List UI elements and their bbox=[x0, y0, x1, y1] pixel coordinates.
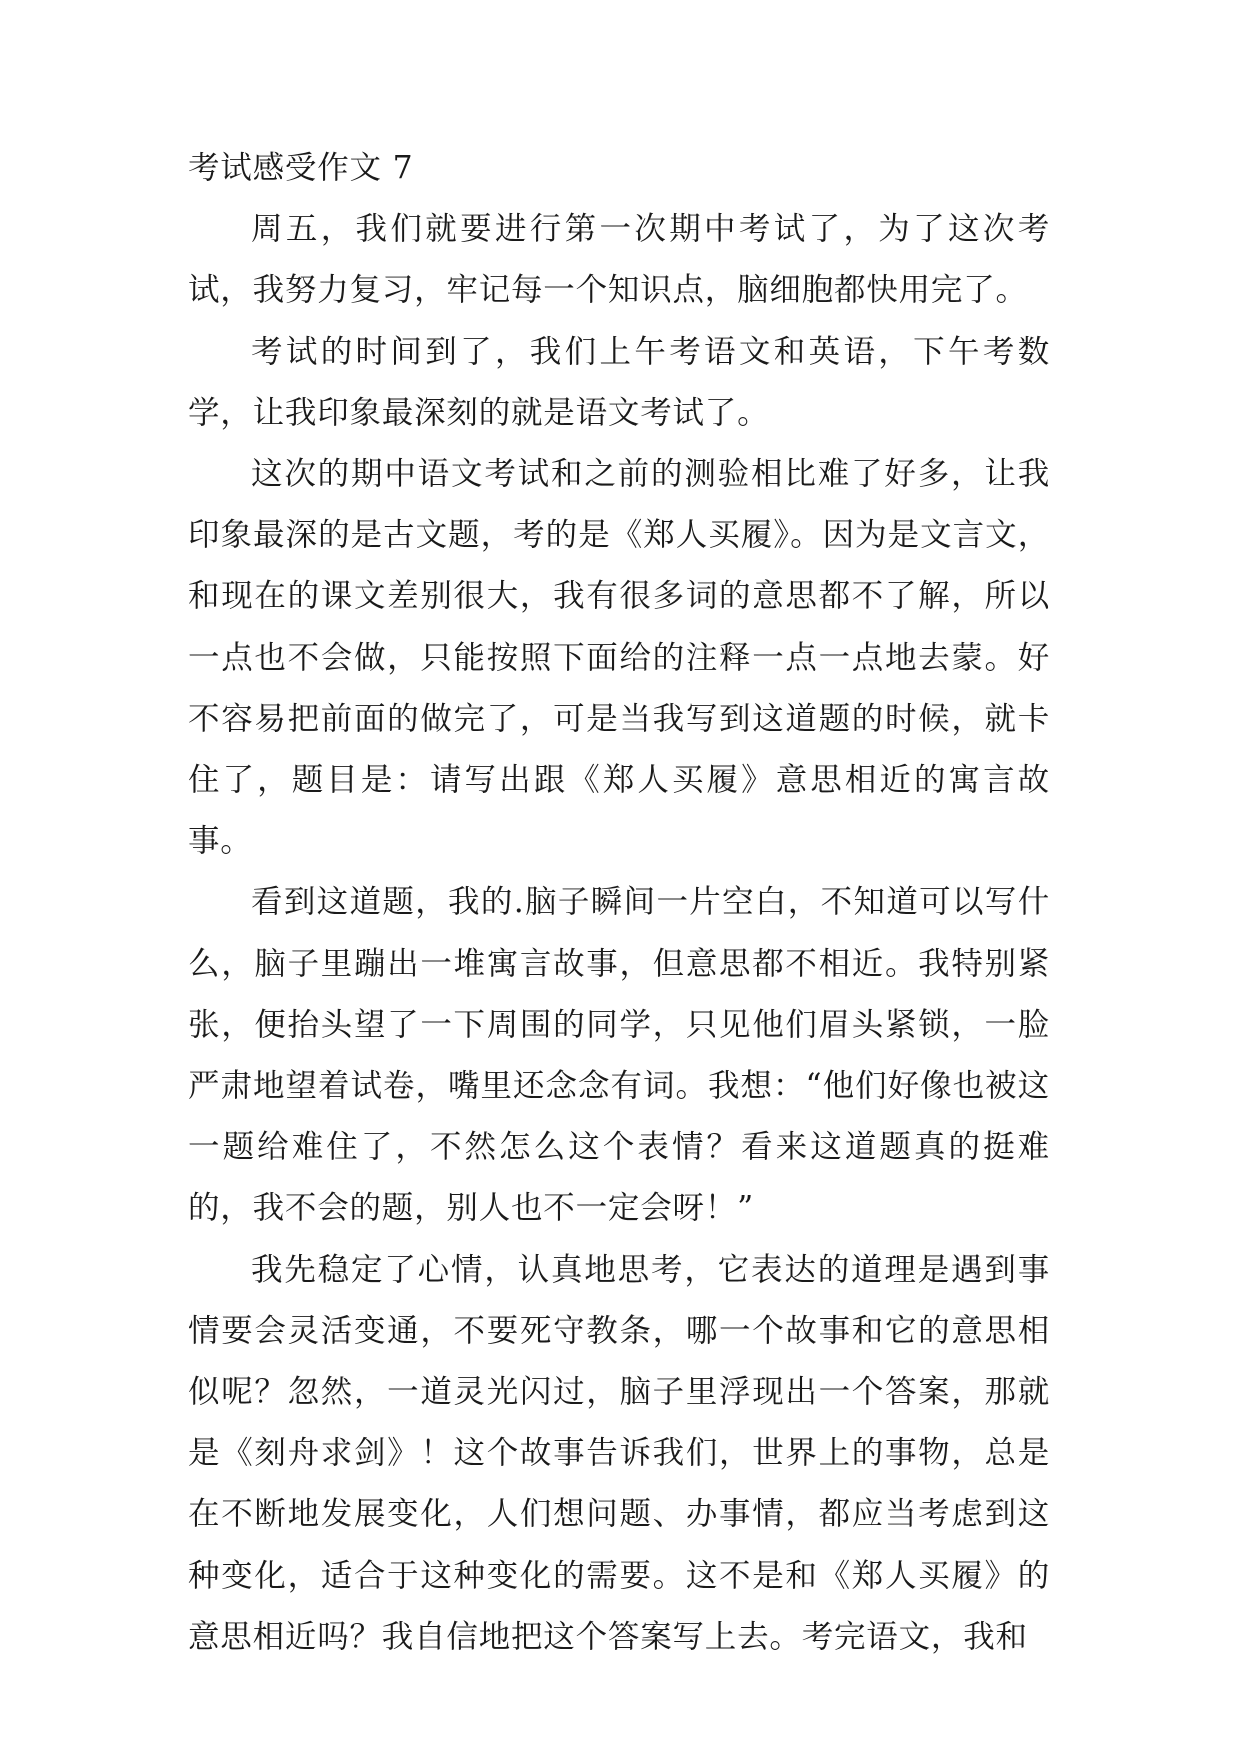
document-title: 考试感受作文 7 bbox=[188, 150, 414, 186]
paragraph-1: 周五，我们就要进行第一次期中考试了，为了这次考试，我努力复习，牢记每一个知识点，脑细胞都快用完了。 bbox=[188, 211, 1050, 309]
document-body bbox=[188, 138, 1050, 1668]
paragraph-5: 我先稳定了心情，认真地思考，它表达的道理是遇到事情要会灵活变通，不要死守教条，哪一个故事和它的意思相似呢？忽然，一道灵光闪过，脑子里浮现出一个答案，那就是《刻舟求剑》！这个故事告诉我们，世界上的事物，总是在不断地发展变化，人们想问题、办事情，都应当考虑到这种变化，适合于这种变化的需要。这不是和《郑人买履》的意思相近吗？我自信地把这个答案写上去。考完语文，我和 bbox=[188, 1251, 1050, 1655]
paragraph-2: 考试的时间到了，我们上午考语文和英语，下午考数学，让我印象最深刻的就是语文考试了。 bbox=[188, 333, 1050, 431]
paragraph-3: 这次的期中语文考试和之前的测验相比难了好多，让我印象最深的是古文题，考的是《郑人买履》。因为是文言文，和现在的课文差别很大，我有很多词的意思都不了解，所以一点也不会做，只能按照下面给的注释一点一点地去蒙。好不容易把前面的做完了，可是当我写到这道题的时候，就卡住了，题目是：请写出跟《郑人买履》意思相近的寓言故事。 bbox=[188, 456, 1050, 860]
paragraph-4: 看到这道题，我的.脑子瞬间一片空白，不知道可以写什么，脑子里蹦出一堆寓言故事，但意思都不相近。我特别紧张，便抬头望了一下周围的同学，只见他们眉头紧锁，一脸严肃地望着试卷，嘴里还念念有词。我想：“他们好像也被这一题给难住了，不然怎么这个表情？看来这道题真的挺难的，我不会的题，别人也不一定会呀！” bbox=[188, 884, 1050, 1227]
